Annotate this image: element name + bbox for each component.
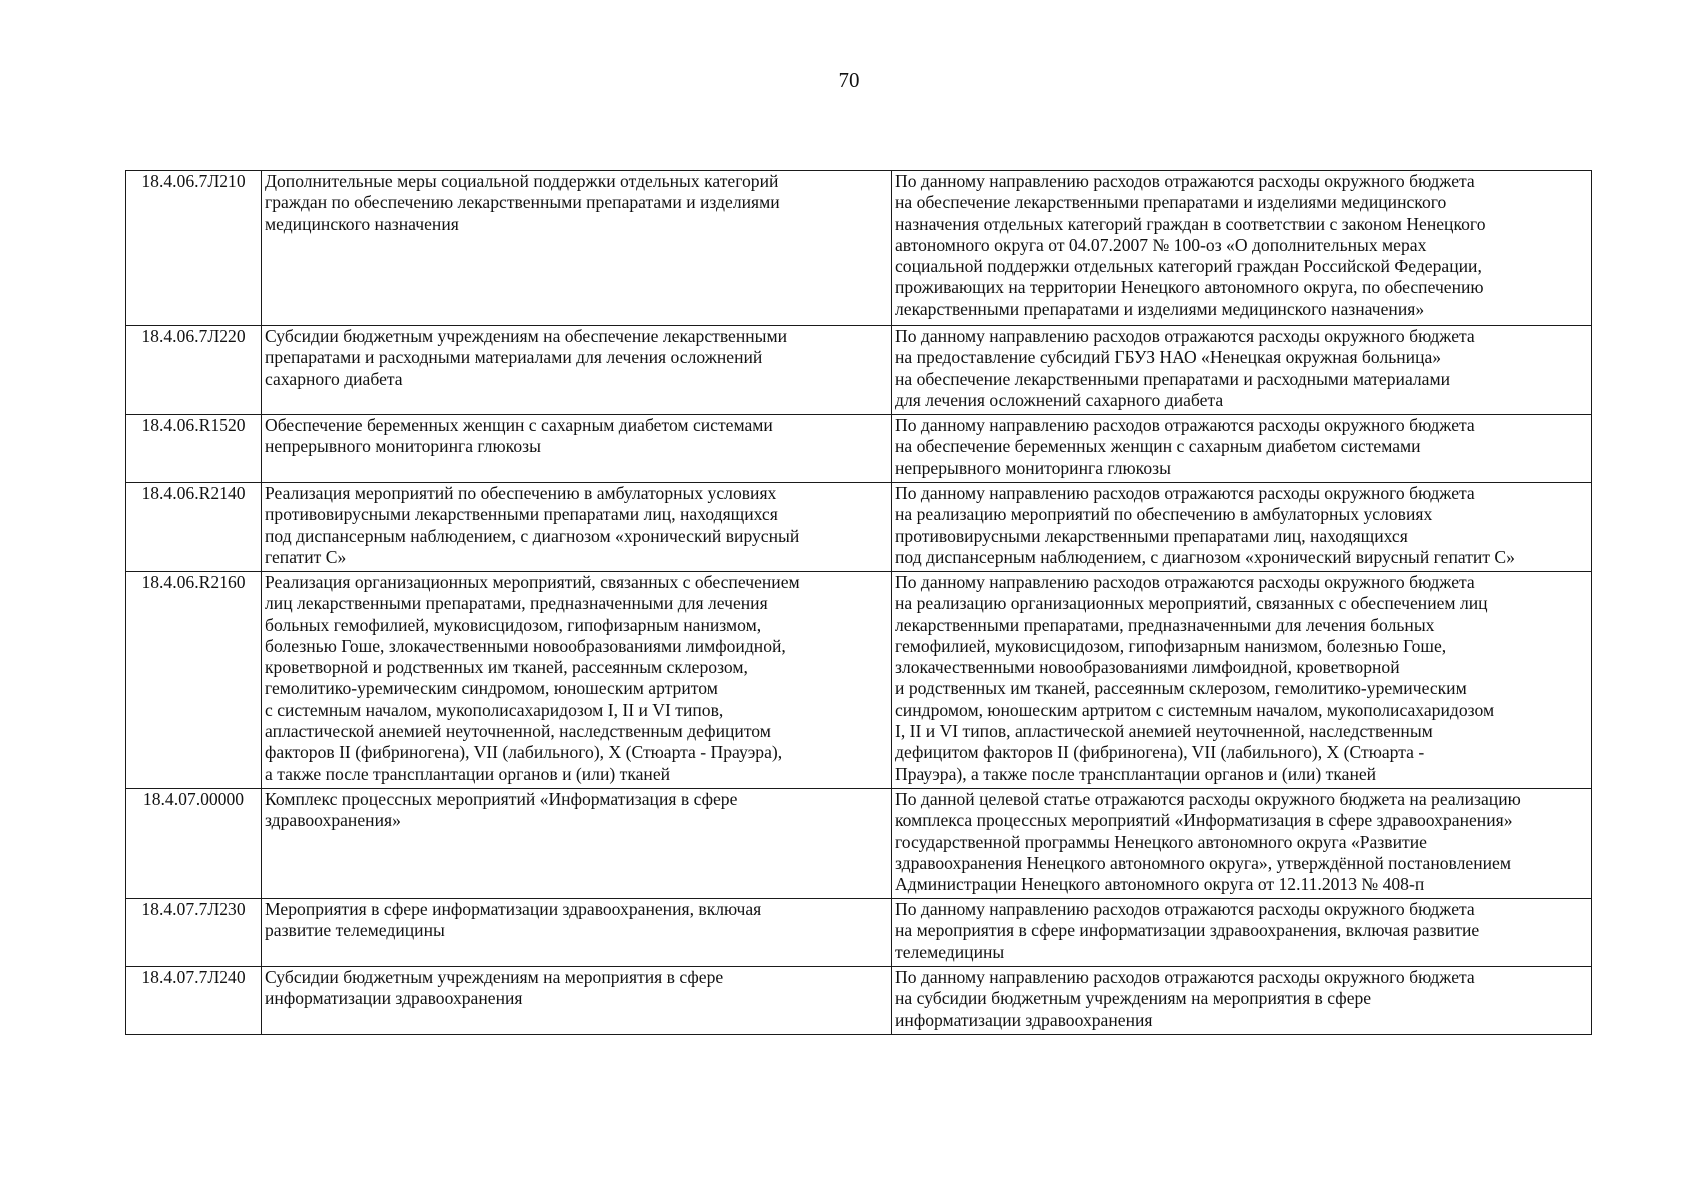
code-cell: 18.4.07.7Л240 <box>126 967 262 1035</box>
description-line: на субсидии бюджетным учреждениям на мероприятия в сфере <box>895 988 1372 1009</box>
name-line: гемолитико-уремическим синдромом, юношеским артритом <box>265 678 718 699</box>
description-line: на реализацию организационных мероприятий, связанных с обеспечением лиц <box>895 593 1488 614</box>
description-cell <box>892 899 1592 967</box>
name-line: развитие телемедицины <box>265 920 445 941</box>
name-line: гепатит С» <box>265 546 347 567</box>
code-cell: 18.4.06.R2140 <box>126 483 262 572</box>
name-cell <box>262 899 892 967</box>
description-cell <box>892 572 1592 789</box>
description-line: проживающих на территории Ненецкого автономного округа, по обеспечению <box>895 277 1484 298</box>
description-cell <box>892 415 1592 483</box>
table-row <box>126 967 1592 1035</box>
table-row <box>126 789 1592 899</box>
description-line: I, II и VI типов, апластической анемией неуточненной, наследственным <box>895 721 1433 742</box>
description-line: По данному направлению расходов отражаются расходы окружного бюджета <box>895 171 1475 191</box>
description-line: социальной поддержки отдельных категорий граждан Российской Федерации, <box>895 256 1482 277</box>
name-cell <box>262 967 892 1035</box>
description-line: непрерывного мониторинга глюкозы <box>895 457 1171 478</box>
name-line: граждан по обеспечению лекарственными препаратами и изделиями <box>265 192 780 213</box>
table-row <box>126 326 1592 415</box>
description-cell <box>892 789 1592 899</box>
description-line: По данному направлению расходов отражаются расходы окружного бюджета <box>895 572 1475 592</box>
description-line: синдромом, юношеским артритом с системным началом, мукополисахаридозом <box>895 699 1495 720</box>
code-cell: 18.4.06.R2160 <box>126 572 262 789</box>
description-line: назначения отдельных категорий граждан в соответствии с законом Ненецкого <box>895 213 1486 234</box>
description-cell <box>892 326 1592 415</box>
description-line: на мероприятия в сфере информатизации здравоохранения, включая развитие <box>895 920 1480 941</box>
code-cell: 18.4.06.7Л220 <box>126 326 262 415</box>
name-line: медицинского назначения <box>265 213 459 234</box>
table-row <box>126 171 1592 326</box>
table-body <box>126 171 1592 1035</box>
description-line: здравоохранения Ненецкого автономного округа», утверждённой постановлением <box>895 852 1511 873</box>
name-line: Субсидии бюджетным учреждениям на обеспечение лекарственными <box>265 326 788 346</box>
name-line: апластической анемией неуточненной, наследственным дефицитом <box>265 721 771 742</box>
name-line: Реализация мероприятий по обеспечению в амбулаторных условиях <box>265 483 777 503</box>
name-line: под диспансерным наблюдением, с диагнозом «хронический вирусный <box>265 525 800 546</box>
name-line: больных гемофилией, муковисцидозом, гипофизарным нанизмом, <box>265 614 762 635</box>
code-cell: 18.4.06.7Л210 <box>126 171 262 326</box>
name-line: непрерывного мониторинга глюкозы <box>265 436 541 457</box>
table-row <box>126 899 1592 967</box>
name-line: с системным началом, мукополисахаридозом I, II и VI типов, <box>265 699 724 720</box>
name-cell <box>262 415 892 483</box>
description-line: лекарственными препаратами, предназначенными для лечения больных <box>895 614 1435 635</box>
description-line: государственной программы Ненецкого автономного округа «Развитие <box>895 831 1427 852</box>
description-line: дефицитом факторов II (фибриногена), VII (лабильного), X (Стюарта - <box>895 742 1425 763</box>
description-line: информатизации здравоохранения <box>895 1009 1153 1030</box>
description-line: гемофилией, муковисцидозом, гипофизарным нанизмом, болезнью Гоше, <box>895 635 1447 656</box>
name-cell <box>262 483 892 572</box>
name-cell <box>262 572 892 789</box>
description-line: на обеспечение беременных женщин с сахарным диабетом системами <box>895 436 1421 457</box>
description-line: противовирусными лекарственными препаратами лиц, находящихся <box>895 525 1408 546</box>
name-line: Мероприятия в сфере информатизации здравоохранения, включая <box>265 899 762 919</box>
name-line: а также после трансплантации органов и (или) тканей <box>265 763 671 784</box>
name-line: здравоохранения» <box>265 810 401 831</box>
name-cell <box>262 171 892 326</box>
description-line: По данному направлению расходов отражаются расходы окружного бюджета <box>895 899 1475 919</box>
code-cell: 18.4.07.00000 <box>126 789 262 899</box>
name-cell <box>262 326 892 415</box>
description-line: По данному направлению расходов отражаются расходы окружного бюджета <box>895 967 1475 987</box>
description-line: По данной целевой статье отражаются расходы окружного бюджета на реализацию <box>895 789 1521 809</box>
name-line: лиц лекарственными препаратами, предназначенными для лечения <box>265 593 768 614</box>
description-line: злокачественными новообразованиями лимфоидной, кроветворной <box>895 657 1400 678</box>
description-line: По данному направлению расходов отражаются расходы окружного бюджета <box>895 326 1475 346</box>
description-line: комплекса процессных мероприятий «Информатизация в сфере здравоохранения» <box>895 810 1513 831</box>
description-cell <box>892 483 1592 572</box>
table-row <box>126 483 1592 572</box>
name-line: сахарного диабета <box>265 368 403 389</box>
name-line: кроветворной и родственных им тканей, рассеянным склерозом, <box>265 657 748 678</box>
name-line: препаратами и расходными материалами для лечения осложнений <box>265 347 763 368</box>
name-line: факторов II (фибриногена), VII (лабильного), X (Стюарта - Прауэра), <box>265 742 783 763</box>
name-line: Реализация организационных мероприятий, связанных с обеспечением <box>265 572 800 592</box>
name-line: Обеспечение беременных женщин с сахарным диабетом системами <box>265 415 773 435</box>
description-line: По данному направлению расходов отражаются расходы окружного бюджета <box>895 483 1475 503</box>
description-line: для лечения осложнений сахарного диабета <box>895 389 1224 410</box>
description-line: автономного округа от 04.07.2007 № 100-оз «О дополнительных мерах <box>895 234 1427 255</box>
description-cell <box>892 967 1592 1035</box>
description-line: телемедицины <box>895 941 1005 962</box>
description-line: на реализацию мероприятий по обеспечению в амбулаторных условиях <box>895 504 1433 525</box>
name-line: информатизации здравоохранения <box>265 988 523 1009</box>
name-line: противовирусными лекарственными препаратами лиц, находящихся <box>265 504 778 525</box>
name-line: Дополнительные меры социальной поддержки отдельных категорий <box>265 171 779 191</box>
description-line: на обеспечение лекарственными препаратами и расходными материалами <box>895 368 1451 389</box>
page-number: 70 <box>838 68 860 92</box>
description-line: на обеспечение лекарственными препаратами и изделиями медицинского <box>895 192 1447 213</box>
table-row <box>126 415 1592 483</box>
budget-classification-table <box>125 170 1592 1035</box>
description-line: под диспансерным наблюдением, с диагнозом «хронический вирусный гепатит С» <box>895 546 1515 567</box>
name-line: Комплекс процессных мероприятий «Информатизация в сфере <box>265 789 738 809</box>
description-cell <box>892 171 1592 326</box>
code-cell: 18.4.06.R1520 <box>126 415 262 483</box>
description-line: Администрации Ненецкого автономного округа от 12.11.2013 № 408-п <box>895 874 1425 895</box>
description-line: По данному направлению расходов отражаются расходы окружного бюджета <box>895 415 1475 435</box>
description-line: лекарственными препаратами и изделиями медицинского назначения» <box>895 298 1425 319</box>
table-row <box>126 572 1592 789</box>
name-cell <box>262 789 892 899</box>
name-line: болезнью Гоше, злокачественными новообразованиями лимфоидной, <box>265 635 786 656</box>
code-cell: 18.4.07.7Л230 <box>126 899 262 967</box>
name-line: Субсидии бюджетным учреждениям на мероприятия в сфере <box>265 967 724 987</box>
description-line: Прауэра), а также после трансплантации органов и (или) тканей <box>895 763 1377 784</box>
description-line: на предоставление субсидий ГБУЗ НАО «Ненецкая окружная больница» <box>895 347 1442 368</box>
description-line: и родственных им тканей, рассеянным склерозом, гемолитико-уремическим <box>895 678 1467 699</box>
